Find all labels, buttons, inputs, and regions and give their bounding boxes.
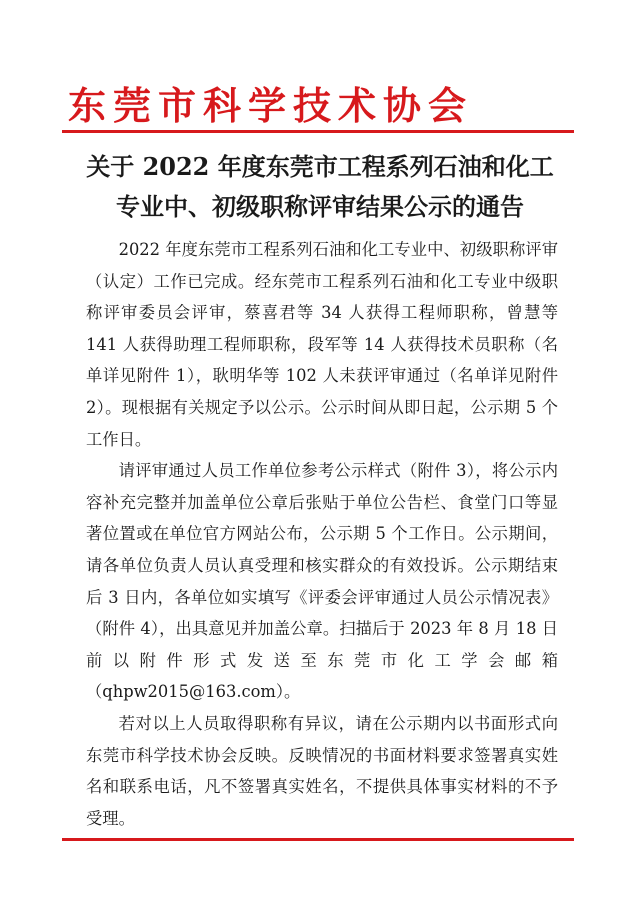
notice-title-line-1: 关于 2022 年度东莞市工程系列石油和化工 (86, 152, 554, 181)
header-divider (62, 130, 574, 133)
body-paragraph-3: 若对以上人员取得职称有异议，请在公示期内以书面形式向东莞市科学技术协会反映。反映情况的书面材料要求签署真实姓名和联系电话，凡不签署真实姓名，不提供具体事实材料的不予受理。 (86, 713, 558, 828)
footer-divider (62, 838, 574, 841)
organization-header: 东莞市科学技术协会 (68, 83, 474, 128)
body-paragraph-1: 2022 年度东莞市工程系列石油和化工专业中、初级职称评审（认定）工作已完成。经东莞市工程系列石油和化工专业中级职称评审委员会评审，蔡喜君等 34 人获得工程师职称，曾慧等 141 人获得助理工程师职称，段军等 14 人获得技术员职称（名单详见附件 1），耿明华等 102 人未获评审通过（名单详见附件 2）。现根据有关规定予以公示。公示时间从即日起，公示期 5 个工作日。 (86, 240, 558, 449)
notice-body (86, 234, 558, 834)
body-paragraph-2: 请评审通过人员工作单位参考公示样式（附件 3），将公示内容补充完整并加盖单位公章后张贴于单位公告栏、食堂门口等显著位置或在单位官方网站公布，公示期 5 个工作日。公示期间，请各单位负责人员认真受理和核实群众的有效投诉。公示期结束后 3 日内，各单位如实填写《评委会评审通过人员公示情况表》（附件 4），出具意见并加盖公章。扫描后于 2023 年 8 月 18 日前以附件形式发送至东莞市化工学会邮箱（qhpw2015@163.com）。 (86, 461, 558, 702)
notice-title-line-2: 专业中、初级职称评审结果公示的通告 (116, 192, 524, 221)
